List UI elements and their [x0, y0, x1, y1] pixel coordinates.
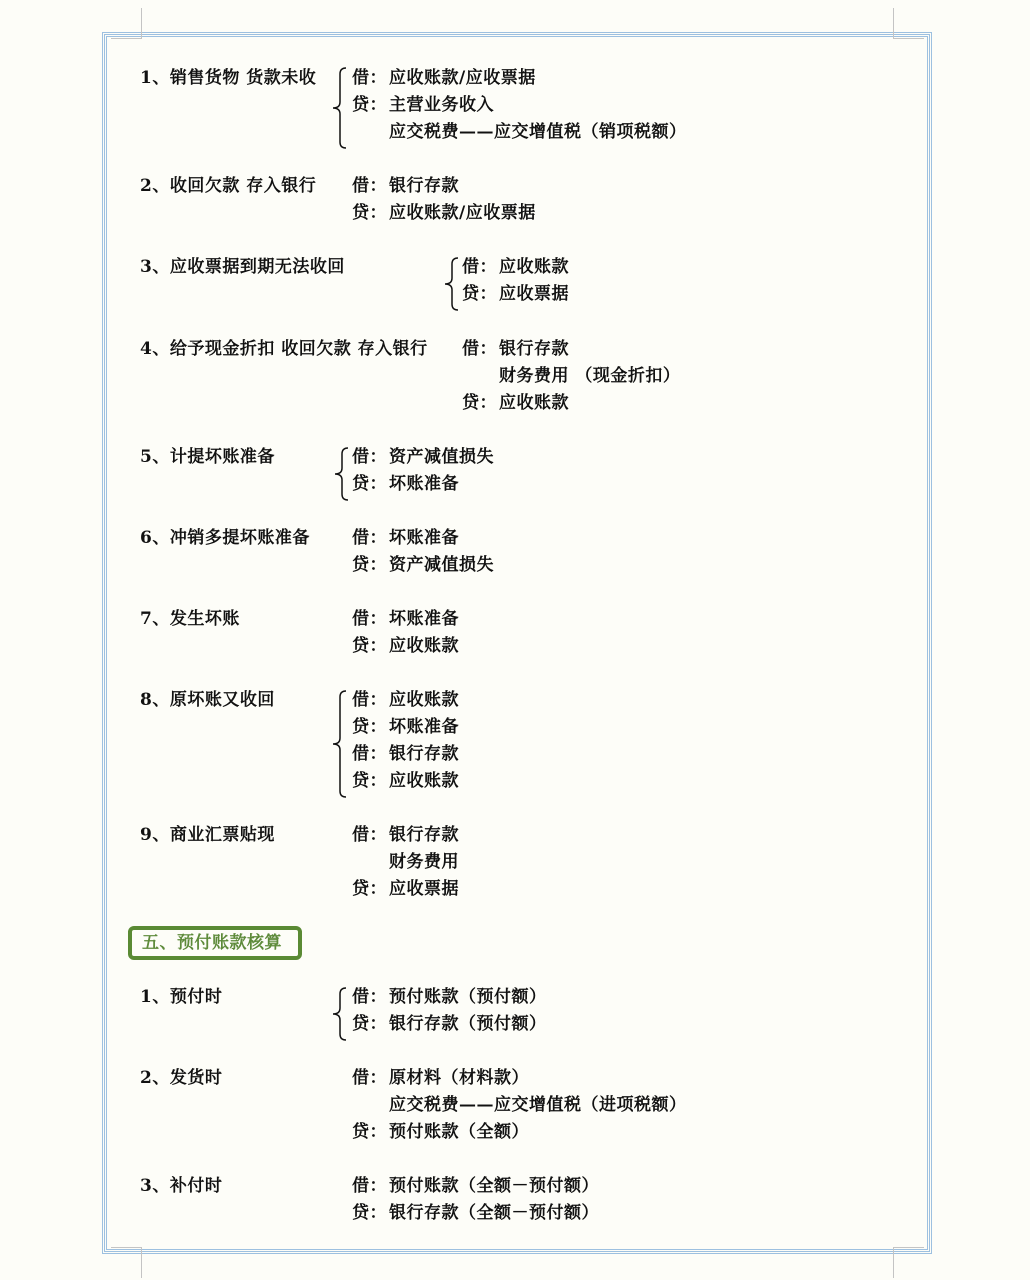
credit-label: 贷：	[352, 1014, 387, 1034]
entry-title: 7、发生坏账	[140, 609, 240, 629]
debit-label: 借：	[462, 339, 497, 359]
section-heading: 五、预付账款核算	[142, 933, 282, 953]
credit-label: 贷：	[352, 879, 387, 899]
debit-label: 借：	[352, 528, 387, 548]
credit-label: 贷：	[352, 636, 387, 656]
entry-title: 4、给予现金折扣 收回欠款 存入银行	[140, 339, 428, 359]
debit-label: 借：	[352, 825, 387, 845]
entry-title: 2、发货时	[140, 1068, 223, 1088]
debit-label: 借：	[352, 1068, 387, 1088]
account-name: 主营业务收入	[389, 95, 494, 115]
account-name: 银行存款（全额－预付额）	[389, 1203, 599, 1223]
account-name: 坏账准备	[389, 528, 459, 548]
account-name: 预付账款（全额－预付额）	[389, 1176, 599, 1196]
account-name: 银行存款	[389, 825, 459, 845]
crop-mark-bottom-left-h	[111, 1247, 142, 1248]
debit-label: 借：	[352, 744, 387, 764]
entry-title: 3、应收票据到期无法收回	[140, 257, 345, 277]
account-name: 预付账款（预付额）	[389, 987, 547, 1007]
debit-label: 借：	[352, 987, 387, 1007]
entry-title: 5、计提坏账准备	[140, 447, 275, 467]
account-name: 应交税费——应交增值税（进项税额）	[389, 1095, 687, 1115]
account-name: 银行存款	[389, 176, 459, 196]
account-name: 应收账款/应收票据	[389, 68, 536, 88]
crop-mark-top-right-v	[893, 8, 894, 39]
credit-label: 贷：	[352, 717, 387, 737]
left-brace-icon	[442, 256, 462, 312]
credit-label: 贷：	[352, 203, 387, 223]
account-name: 财务费用	[389, 852, 459, 872]
crop-mark-bottom-right-h	[893, 1247, 924, 1248]
account-name: 坏账准备	[389, 717, 459, 737]
entry-title: 1、销售货物 货款未收	[140, 68, 317, 88]
account-name: 预付账款（全额）	[389, 1122, 529, 1142]
account-name: 坏账准备	[389, 609, 459, 629]
entry-title: 9、商业汇票贴现	[140, 825, 275, 845]
account-name: 应收账款	[499, 257, 569, 277]
account-name: 原材料（材料款）	[389, 1068, 529, 1088]
entry-title: 8、原坏账又收回	[140, 690, 275, 710]
account-name: 银行存款（预付额）	[389, 1014, 547, 1034]
account-name: 应收账款	[389, 636, 459, 656]
debit-label: 借：	[352, 447, 387, 467]
crop-mark-bottom-left-v	[141, 1247, 142, 1278]
credit-label: 贷：	[462, 393, 497, 413]
account-name: 应收票据	[389, 879, 459, 899]
entry-title: 2、收回欠款 存入银行	[140, 176, 317, 196]
crop-mark-bottom-right-v	[893, 1247, 894, 1278]
account-name: 银行存款	[389, 744, 459, 764]
account-name: 坏账准备	[389, 474, 459, 494]
entry-title: 1、预付时	[140, 987, 223, 1007]
account-name: 银行存款	[499, 339, 569, 359]
account-name: 应收账款	[389, 771, 459, 791]
debit-label: 借：	[352, 1176, 387, 1196]
account-name: 财务费用 （现金折扣）	[499, 366, 681, 386]
credit-label: 贷：	[352, 95, 387, 115]
credit-label: 贷：	[352, 474, 387, 494]
entry-title: 3、补付时	[140, 1176, 223, 1196]
debit-label: 借：	[462, 257, 497, 277]
credit-label: 贷：	[352, 771, 387, 791]
credit-label: 贷：	[352, 555, 387, 575]
section-heading-box	[128, 926, 302, 960]
debit-label: 借：	[352, 690, 387, 710]
left-brace-icon	[330, 986, 350, 1042]
crop-mark-top-left-v	[141, 8, 142, 39]
left-brace-icon	[330, 689, 350, 799]
debit-label: 借：	[352, 68, 387, 88]
credit-label: 贷：	[462, 284, 497, 304]
account-name: 资产减值损失	[389, 447, 494, 467]
crop-mark-top-left-h	[111, 38, 142, 39]
account-name: 应收账款	[389, 690, 459, 710]
account-name: 应交税费——应交增值税（销项税额）	[389, 122, 687, 142]
credit-label: 贷：	[352, 1122, 387, 1142]
account-name: 应收账款	[499, 393, 569, 413]
left-brace-icon	[330, 66, 350, 150]
account-name: 应收票据	[499, 284, 569, 304]
left-brace-icon	[332, 446, 352, 502]
crop-mark-top-right-h	[893, 38, 924, 39]
account-name: 应收账款/应收票据	[389, 203, 536, 223]
entry-title: 6、冲销多提坏账准备	[140, 528, 310, 548]
debit-label: 借：	[352, 176, 387, 196]
credit-label: 贷：	[352, 1203, 387, 1223]
account-name: 资产减值损失	[389, 555, 494, 575]
debit-label: 借：	[352, 609, 387, 629]
